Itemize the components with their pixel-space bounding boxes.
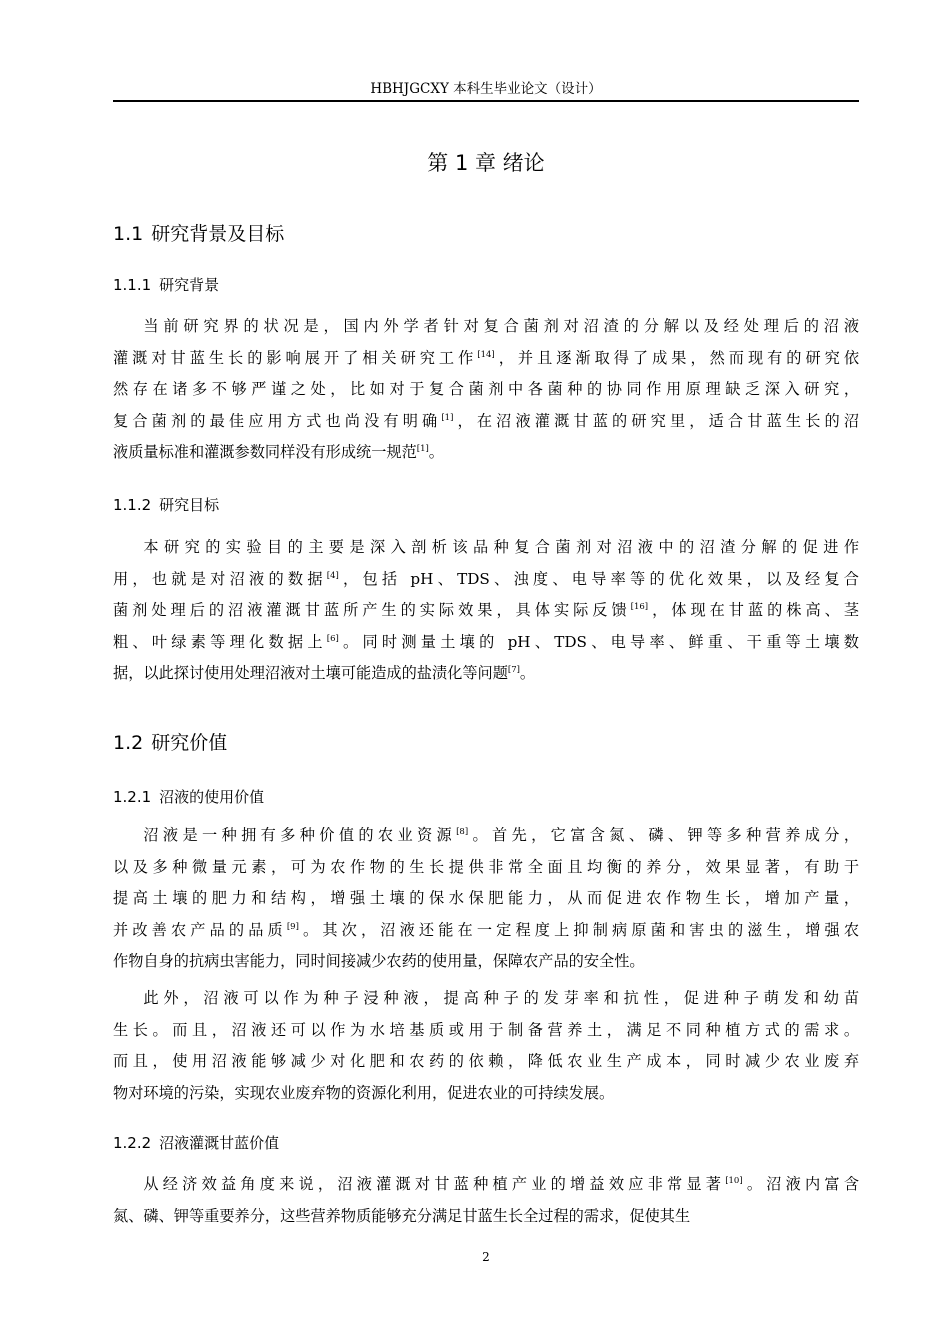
paragraph-line [113,658,859,690]
paragraph-line [113,983,859,1015]
paragraph-text: ，在沼液灌溉甘蓝的研究里，适合甘蓝生长的沼 [453,411,860,430]
paragraph-line [113,946,859,978]
paragraph-text: 。 [428,443,444,462]
paragraph-line [113,311,859,343]
paragraph-text: 。沼液内富含 [742,1175,860,1193]
citation-marker: [9] [286,921,299,932]
running-header: HBHJGCXY 本科生毕业论文（设计） [370,81,602,97]
subsection-heading-1-1-1 [113,274,219,296]
paragraph-line [113,1201,859,1233]
paragraph-text: ，体现在甘蓝的株高、茎 [648,601,860,620]
subsection-number: 1.2.1 [113,788,152,806]
section-number: 1.2 [113,732,144,754]
citation-marker: [8] [456,827,469,837]
paragraph-text: 液质量标准和灌溉参数同样没有形成统一规范 [113,443,417,462]
subsection-number: 1.2.2 [113,1134,152,1152]
paragraph-line [113,1078,859,1110]
paragraph [113,983,859,1109]
paragraph-text: 氮、磷、钾等重要养分，这些营养物质能够充分满足甘蓝生长全过程的需求，促使其生 [113,1206,691,1225]
paragraph-line [113,374,859,406]
citation-marker: [1] [441,412,454,423]
paragraph-text: 当前研究界的状况是，国内外学者针对复合菌剂对沼渣的分解以及经处理后的沼液 [143,317,859,335]
paragraph-line [113,406,859,438]
paragraph-line [113,852,859,884]
paragraph-text: 粗、叶绿素等理化数据上 [113,632,327,651]
paragraph-line [113,437,859,469]
paragraph-line [113,532,859,564]
subsection-heading-1-2-2 [113,1132,279,1154]
section-title: 研究背景及目标 [151,223,285,245]
paragraph-text: 物对环境的污染，实现农业废弃物的资源化利用，促进农业的可持续发展。 [113,1083,615,1102]
paragraph-line [113,883,859,915]
section-heading-1-2 [113,730,227,756]
paragraph-text: 复合菌剂的最佳应用方式也尚没有明确 [113,411,442,430]
paragraph-text: 并改善农产品的品质 [113,920,287,939]
paragraph-line [113,343,859,375]
citation-marker: [6] [326,633,339,644]
subsection-title: 沼液的使用价值 [159,788,265,806]
citation-marker: [14] [477,349,495,360]
section-number: 1.1 [113,223,144,245]
section-heading-1-1 [113,221,284,247]
paragraph-text: 生长。而且，沼液还可以作为水培基质或用于制备营养土，满足不同种植方式的需求。 [113,1020,859,1039]
paragraph-text: ，并且逐渐取得了成果，然而现有的研究依 [494,348,860,367]
paragraph-text: 。其次，沼液还能在一定程度上抑制病原菌和害虫的滋生，增强农 [298,920,860,939]
paragraph-line [113,820,859,852]
section-title: 研究价值 [151,732,228,754]
page-number: 2 [482,1250,490,1264]
citation-marker: [7] [507,665,520,676]
chapter-title: 第 1 章 绪论 [427,151,545,175]
paragraph-text: 此外，沼液可以作为种子浸种液，提高种子的发芽率和抗性，促进种子萌发和幼苗 [143,989,859,1007]
paragraph-line [113,915,859,947]
paragraph-line [113,1015,859,1047]
paragraph-text: 沼液是一种拥有多种价值的农业资源 [143,826,457,844]
citation-marker: [16] [630,602,649,613]
paragraph-text: 用，也就是对沼液的数据 [113,569,327,588]
subsection-title: 沼液灌溉甘蓝价值 [159,1134,280,1152]
subsection-heading-1-1-2 [113,494,219,516]
paragraph-text: 菌剂处理后的沼液灌溉甘蓝所产生的实际效果，具体实际反馈 [113,601,631,620]
paragraph-text: 。 [519,664,536,683]
paragraph [113,820,859,978]
paragraph-text: 以及多种微量元素，可为农作物的生长提供非常全面且均衡的养分，效果显著，有助于 [113,857,859,876]
paragraph-line [113,1046,859,1078]
paragraph-line [113,627,859,659]
paragraph-text: 灌溉对甘蓝生长的影响展开了相关研究工作 [113,348,478,367]
header-rule [113,100,859,102]
paragraph-text: 据，以此探讨使用处理沼液对土壤可能造成的盐渍化等问题 [113,664,508,683]
paragraph-line [113,595,859,627]
paragraph [113,1169,859,1232]
subsection-number: 1.1.2 [113,496,152,514]
paragraph-text: 。同时测量土壤的 pH、TDS、电导率、鲜重、干重等土壤数 [338,632,859,651]
paragraph-text: 本研究的实验目的主要是深入剖析该品种复合菌剂对沼液中的沼渣分解的促进作 [143,538,859,556]
paragraph-text: 提高土壤的肥力和结构，增强土壤的保水保肥能力，从而促进农作物生长，增加产量， [113,889,859,908]
paragraph-line [113,1169,859,1201]
paragraph-text: 然存在诸多不够严谨之处，比如对于复合菌剂中各菌种的协同作用原理缺乏深入研究， [113,380,859,399]
subsection-title: 研究背景 [159,276,220,294]
paragraph-text: 作物自身的抗病虫害能力，同时间接减少农药的使用量，保障农产品的安全性。 [113,952,645,971]
paragraph [113,311,859,469]
citation-marker: [1] [416,444,429,455]
subsection-number: 1.1.1 [113,276,152,294]
paragraph-text: 。首先，它富含氮、磷、钾等多种营养成分， [468,826,860,844]
subsection-heading-1-2-1 [113,786,264,808]
citation-marker: [4] [326,570,339,581]
paragraph-line [113,564,859,596]
paragraph [113,532,859,690]
paragraph-text: 而且，使用沼液能够减少对化肥和农药的依赖，降低农业生产成本，同时减少农业废弃 [113,1052,859,1071]
citation-marker: [10] [725,1176,743,1186]
paragraph-text: 从经济效益角度来说，沼液灌溉对甘蓝种植产业的增益效应非常显著 [143,1175,726,1193]
subsection-title: 研究目标 [159,496,220,514]
paragraph-text: ，包括 pH、TDS、浊度、电导率等的优化效果，以及经复合 [338,569,859,588]
